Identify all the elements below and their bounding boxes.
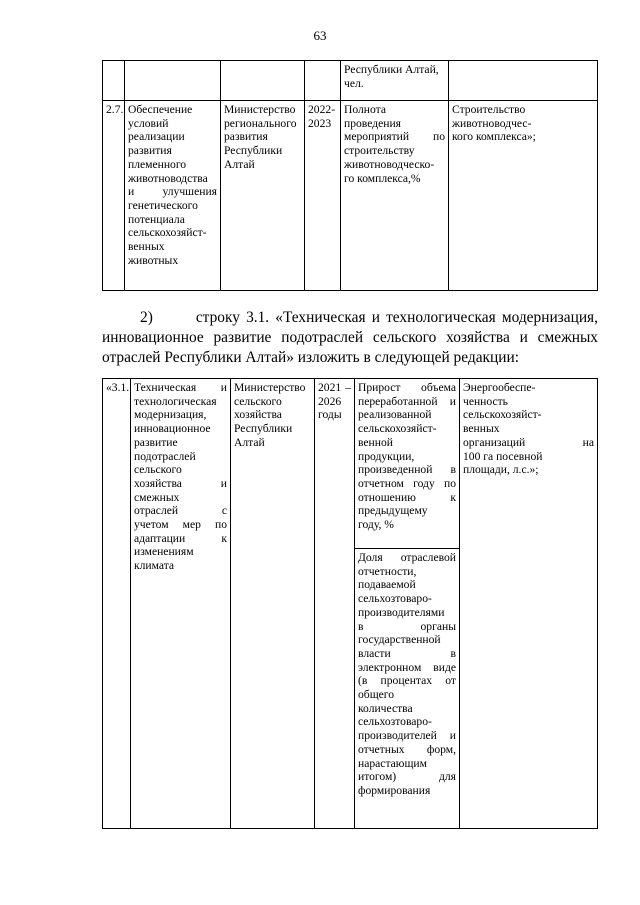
cell-line: животноводческо- [344, 157, 435, 171]
cell-line: (в процентах от [358, 674, 456, 688]
cell-line: продукции, [358, 449, 415, 463]
cell-line: формирования [358, 783, 431, 797]
cell-line: году, % [358, 518, 394, 532]
cell-line: 2022- [308, 103, 336, 116]
cell-period [315, 379, 355, 829]
table-replacement [102, 378, 598, 829]
cell-line: отчетности, [358, 564, 417, 578]
cell-line: отчетных форм, [358, 742, 456, 756]
cell-line: животноводства [128, 171, 208, 185]
cell-line: климата [134, 559, 175, 573]
table-continuation [102, 60, 598, 291]
cell-empty [221, 61, 305, 101]
cell-line: сельхозтоваро- [358, 715, 432, 729]
table-row-3-1 [103, 379, 598, 549]
cell-line: власти в [358, 646, 456, 660]
cell-line: сельскохозяйст- [463, 408, 542, 422]
table-row-2-7 [103, 101, 598, 291]
cell-line: учетом мер по [134, 518, 227, 532]
cell-line: проведения [344, 116, 401, 130]
cell-line: изменениям [134, 545, 194, 559]
cell-line: реализованной [358, 408, 432, 422]
cell-executor [221, 101, 305, 291]
paragraph-line-2: инновационное развитие подотраслей сельского хозяйства и смежных [102, 329, 598, 346]
cell-line: 2023 [308, 116, 332, 130]
cell-executor [231, 379, 315, 829]
cell-line: производителей и [358, 729, 456, 743]
cell-line: общего [358, 688, 395, 702]
amendment-paragraph [102, 308, 598, 368]
cell-line: и улучшения [128, 185, 217, 199]
cell-line: Энергообеспе- [463, 381, 536, 394]
cell-result [460, 379, 598, 829]
cell-empty [103, 61, 125, 101]
cell-line: 2021 – [318, 381, 351, 394]
cell-result [449, 101, 598, 291]
cell-line: развития [128, 144, 172, 158]
cell-line: модернизация, [134, 408, 207, 422]
cell-line: Министерство [224, 103, 296, 116]
cell-line: животных [128, 253, 179, 267]
cell-line: строительству [344, 144, 415, 158]
cell-line: го комплекса,% [344, 171, 421, 185]
cell-line: кого комплекса»; [452, 130, 536, 144]
cell-line: подотраслей [134, 449, 196, 463]
cell-line: организаций на [463, 435, 594, 449]
cell-line: Строительство [452, 103, 526, 116]
cell-line: предыдущему [358, 504, 428, 518]
cell-measure [125, 101, 221, 291]
cell-line: сельскохозяйст- [358, 422, 437, 436]
cell-line: подаваемой [358, 578, 416, 592]
cell-line: сельхозтоваро- [358, 592, 432, 606]
cell-line: отчетном году по [358, 476, 456, 490]
cell-line: Министерство [234, 381, 306, 394]
cell-line: развития [224, 130, 268, 144]
cell-line: ченность [463, 394, 508, 408]
paragraph-line-3: отраслей Республики Алтай» изложить в следующей редакции: [102, 349, 519, 366]
cell-line: площади, л.с.»; [463, 463, 539, 477]
cell-line: количества [358, 701, 413, 715]
cell-empty [449, 61, 598, 101]
cell-indicator-1 [355, 379, 460, 549]
cell-line: реализации [128, 130, 185, 144]
cell-line: сельскохозяйст- [128, 226, 207, 240]
cell-line: инновационное [134, 422, 211, 436]
cell-line: Республики [234, 422, 293, 436]
cell-line: Алтай [234, 435, 265, 449]
table-row-continued [103, 61, 598, 101]
cell-row-number: 2.7. [103, 101, 125, 291]
cell-line: 2026 [318, 394, 342, 408]
cell-line: адаптации к [134, 531, 227, 545]
cell-line: мероприятий по [344, 130, 445, 144]
cell-line: сельского [134, 463, 182, 477]
cell-line: хозяйства и [134, 476, 227, 490]
paragraph-line-1: 2) строку 3.1. «Техническая и технологическая модернизация, [140, 309, 598, 326]
cell-line: Алтай [224, 157, 255, 171]
cell-line: электронном виде [358, 660, 456, 674]
cell-line: генетического [128, 198, 198, 212]
cell-line: Прирост объема [358, 381, 456, 394]
cell-line: Обеспечение [128, 103, 193, 116]
cell-empty [125, 61, 221, 101]
cell-line: условий [128, 116, 169, 130]
cell-indicator-2 [355, 549, 460, 829]
cell-line: произведенной в [358, 463, 456, 477]
cell-line: венных [463, 422, 500, 436]
cell-line: государственной [358, 633, 441, 647]
cell-line: развитие [134, 435, 178, 449]
cell-line: отношению к [358, 490, 456, 504]
cell-line: технологическая [134, 394, 217, 408]
cell-line: регионального [224, 116, 297, 130]
cell-line: хозяйства [234, 408, 282, 422]
cell-line: годы [318, 408, 342, 422]
cell-indicator [341, 101, 449, 291]
cell-line: 100 га посевной [463, 449, 543, 463]
cell-empty [305, 61, 341, 101]
page-number: 63 [313, 28, 327, 43]
cell-line: племенного [128, 157, 187, 171]
cell-line: переработанной и [358, 394, 456, 408]
cell-line: сельского [234, 394, 282, 408]
cell-line: Республики [224, 144, 283, 158]
cell-line: смежных [134, 490, 180, 504]
cell-line: нарастающим [358, 756, 427, 770]
cell-line: в органы [358, 619, 456, 633]
cell-measure [131, 379, 231, 829]
cell-indicator-continued: Республики Алтай, чел. [341, 61, 449, 101]
cell-line: отраслей с [134, 504, 227, 518]
cell-line: производителями [358, 605, 445, 619]
cell-line: итогом) для [358, 770, 456, 784]
cell-line: венной [358, 435, 393, 449]
cell-period [305, 101, 341, 291]
cell-row-number: «3.1. [103, 379, 131, 829]
cell-line: Техническая и [134, 381, 227, 394]
cell-line: Полнота [344, 103, 387, 116]
cell-line: потенциала [128, 212, 185, 226]
cell-line: животноводчес- [452, 116, 532, 130]
cell-line: Доля отраслевой [358, 551, 456, 564]
cell-line: венных [128, 240, 165, 254]
